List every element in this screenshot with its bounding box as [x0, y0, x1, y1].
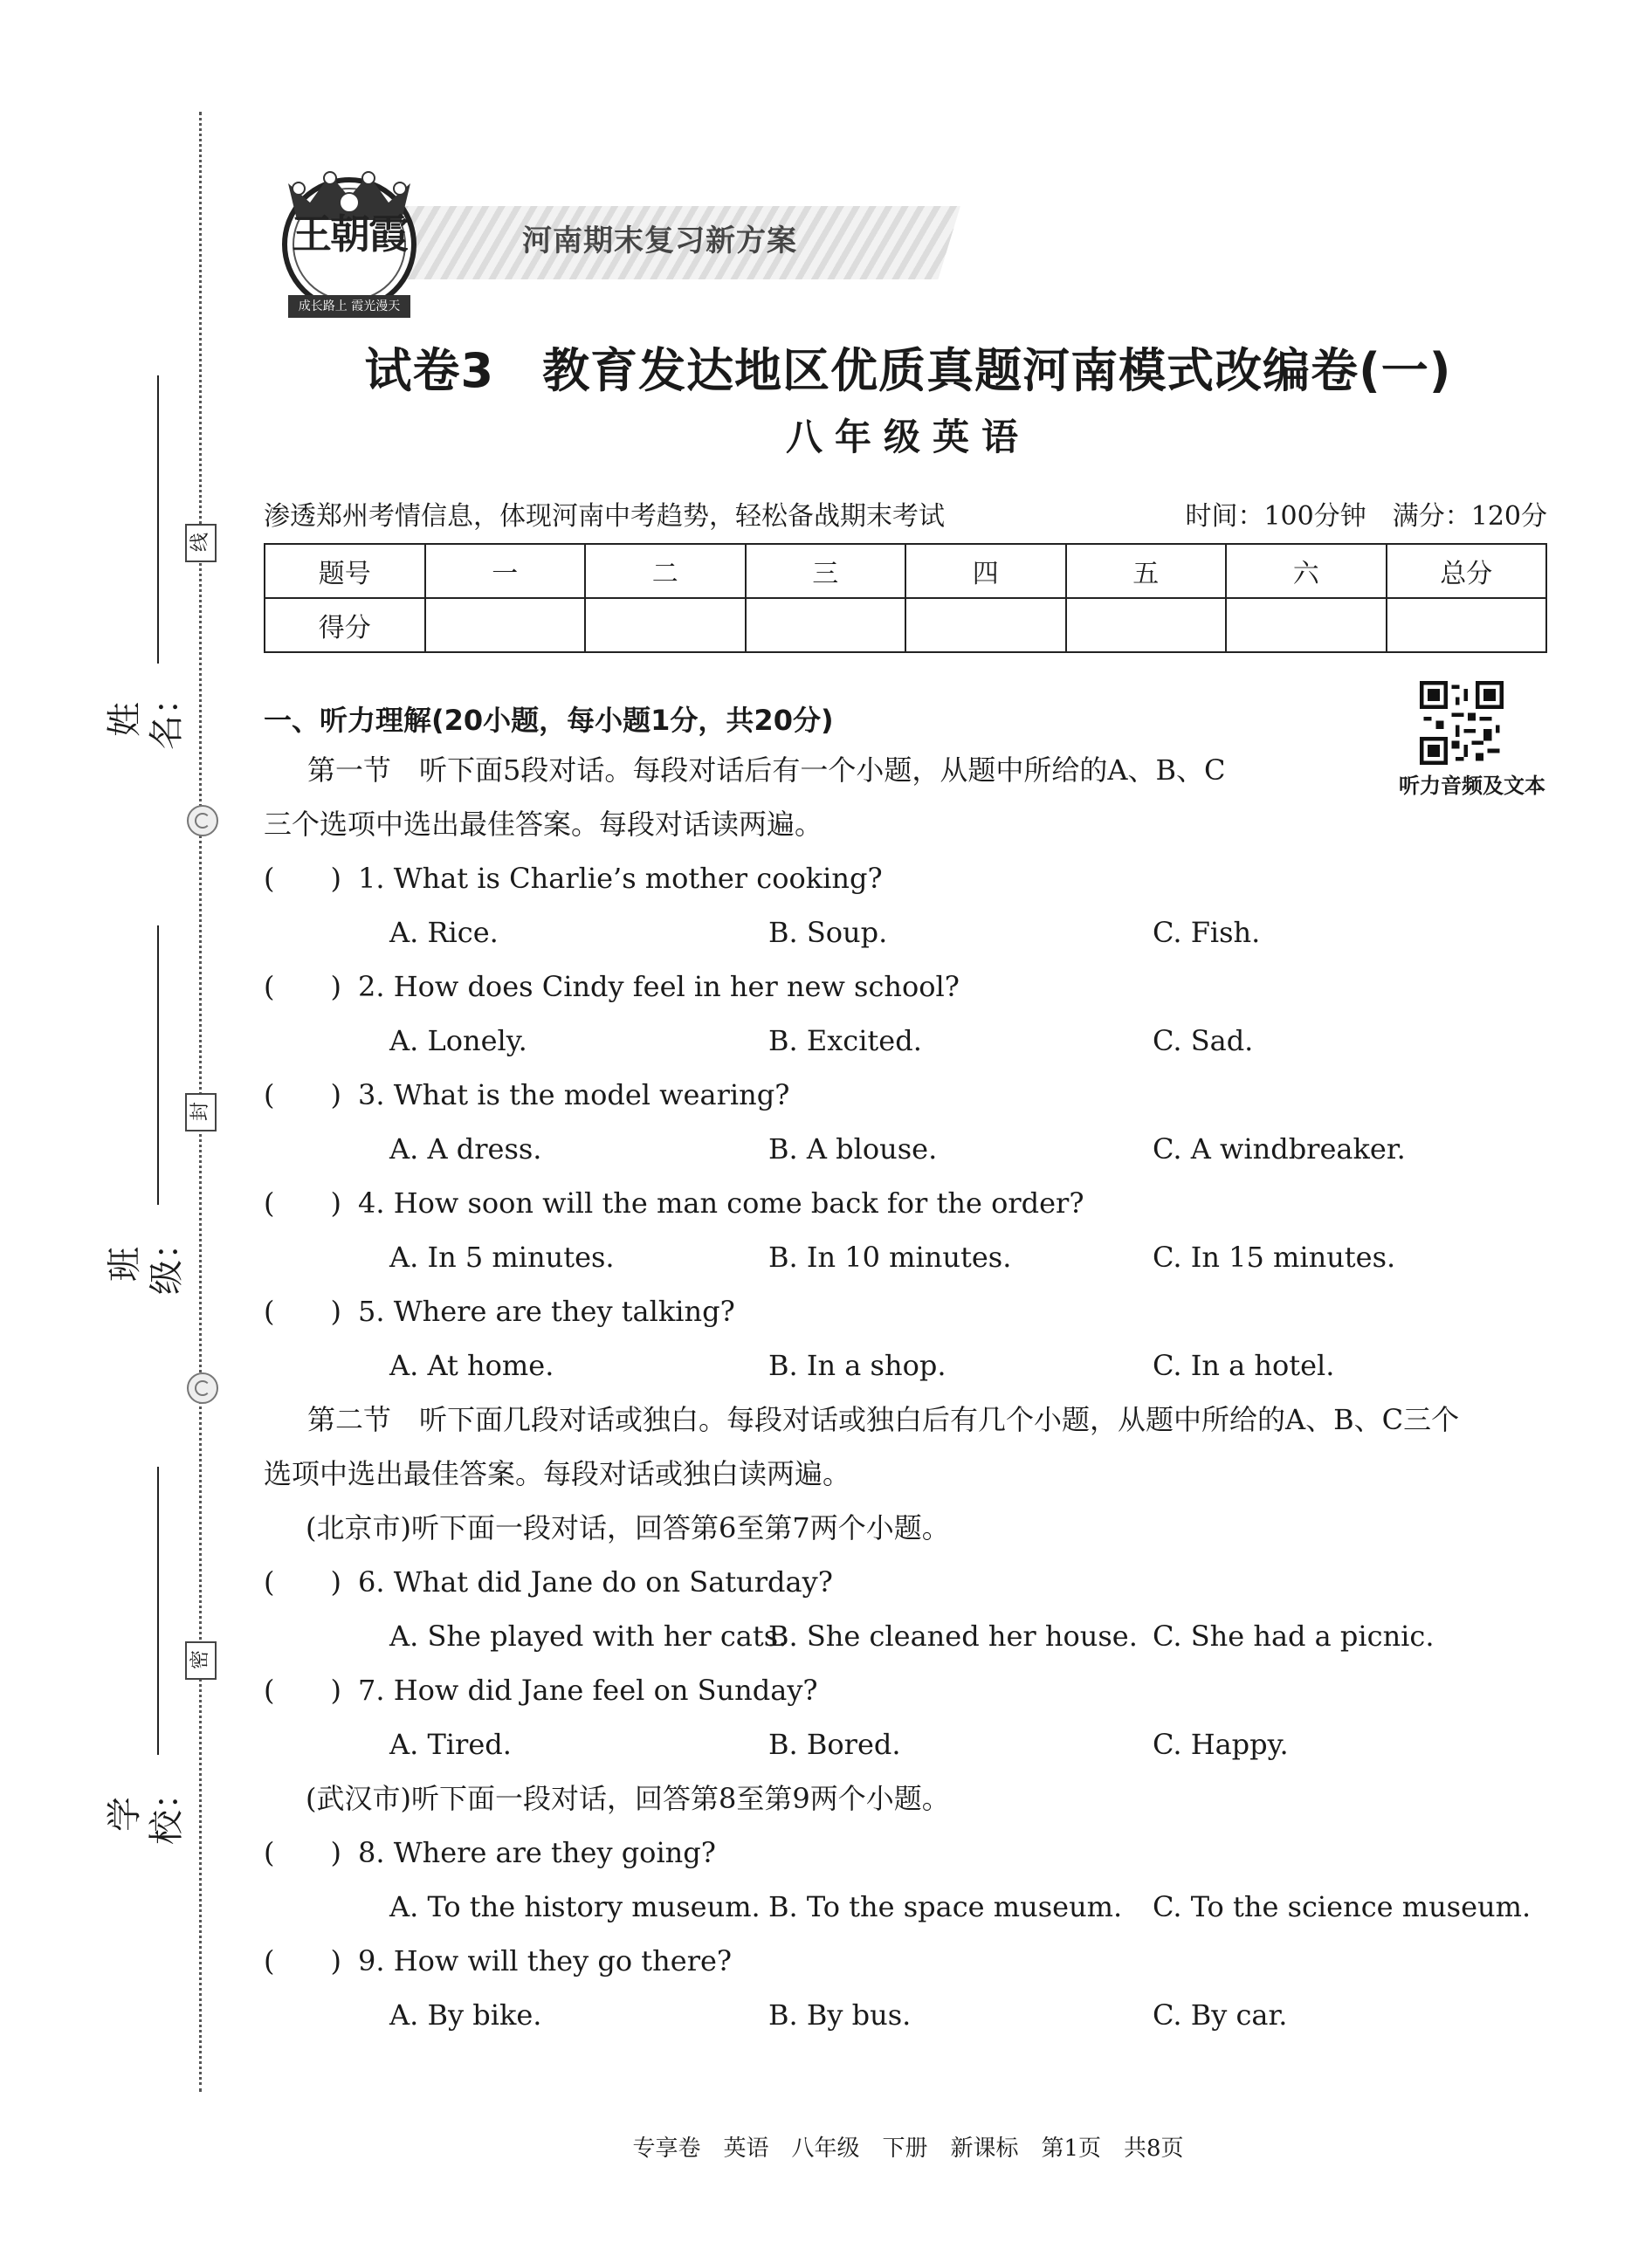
question-text: 8. Where are they going? [358, 1836, 716, 1869]
question-6 [264, 1565, 833, 1599]
option-a: A. To the history museum. [389, 1890, 761, 1923]
question-1 [264, 861, 883, 896]
table-header-cell: 题号 [265, 544, 425, 598]
page-subtitle: 八年级英语 [785, 416, 1030, 458]
option-a: A. Lonely. [389, 1024, 527, 1057]
option-c: C. In 15 minutes. [1153, 1241, 1396, 1274]
option-c: C. By car. [1153, 1998, 1288, 2032]
table-header-cell: 一 [425, 544, 586, 598]
table-header-cell: 三 [746, 544, 906, 598]
score-table-header-row [265, 544, 1546, 598]
table-header-cell: 六 [1226, 544, 1387, 598]
option-a: A. In 5 minutes. [389, 1241, 615, 1274]
option-a: A. By bike. [389, 1998, 542, 2032]
option-c: C. In a hotel. [1153, 1349, 1335, 1382]
option-b: B. In a shop. [768, 1349, 946, 1382]
answer-blank[interactable]: ( ) [264, 1186, 341, 1220]
option-b: B. Excited. [768, 1024, 922, 1057]
page-title: 试卷3 教育发达地区优质真题河南模式改编卷(一) [364, 343, 1452, 398]
option-c: C. Happy. [1153, 1728, 1289, 1761]
option-c: C. Sad. [1153, 1024, 1254, 1057]
swirl-ornament [187, 805, 218, 836]
question-text: 9. How will they go there? [358, 1944, 733, 1977]
option-c: C. To the science museum. [1153, 1890, 1532, 1923]
logo-slogan: 成长路上 霞光漫天 [288, 295, 410, 318]
qr-code-icon[interactable] [1420, 681, 1504, 765]
score-cell[interactable] [585, 598, 746, 652]
question-text: 5. Where are they talking? [358, 1295, 735, 1328]
answer-blank[interactable]: ( ) [264, 1674, 341, 1707]
score-cell[interactable] [905, 598, 1066, 652]
dialogue-note: (北京市)听下面一段对话，回答第6至第7两个小题。 [306, 1511, 950, 1544]
part2-instruction: 第二节 听下面几段对话或独白。每段对话或独白后有几个小题，从题中所给的A、B、C三个 [307, 1403, 1460, 1436]
question-text: 3. What is the model wearing? [358, 1078, 790, 1111]
option-b: B. Bored. [768, 1728, 901, 1761]
score-cell[interactable] [1226, 598, 1387, 652]
option-b: B. By bus. [768, 1998, 912, 2032]
question-text: 1. What is Charlie’s mother cooking? [358, 862, 883, 895]
section-heading: 一、听力理解(20小题，每小题1分，共20分) [264, 704, 834, 737]
table-header-cell: 二 [585, 544, 746, 598]
name-label: 姓名： [105, 680, 187, 750]
score-cell[interactable] [425, 598, 586, 652]
answer-blank[interactable]: ( ) [264, 1295, 341, 1328]
answer-blank[interactable]: ( ) [264, 1078, 341, 1111]
option-a: A. A dress. [389, 1132, 542, 1166]
score-cell[interactable] [1387, 598, 1547, 652]
answer-blank[interactable]: ( ) [264, 1836, 341, 1869]
option-b: B. In 10 minutes. [768, 1241, 1012, 1274]
question-4 [264, 1186, 1084, 1221]
score-cell[interactable] [746, 598, 906, 652]
option-a: A. Rice. [389, 916, 499, 949]
part2-instruction: 选项中选出最佳答案。每段对话或独白读两遍。 [264, 1457, 851, 1490]
question-7 [264, 1673, 818, 1708]
option-a: A. She played with her cats. [389, 1620, 788, 1653]
option-b: B. Soup. [768, 916, 888, 949]
page-footer: 专享卷 英语 八年级 下册 新课标 第1页 共8页 [632, 2136, 1184, 2162]
part1-instruction: 第一节 听下面5段对话。每段对话后有一个小题，从题中所给的A、B、C [307, 753, 1226, 787]
seal-char-line: 线 [185, 524, 217, 562]
seal-char-secret: 密 [185, 1641, 217, 1680]
score-cell[interactable] [1066, 598, 1227, 652]
option-a: A. Tired. [389, 1728, 512, 1761]
option-c: C. She had a picnic. [1153, 1620, 1435, 1653]
question-text: 7. How did Jane feel on Sunday? [358, 1674, 818, 1707]
option-b: B. To the space museum. [768, 1890, 1123, 1923]
question-5 [264, 1294, 735, 1329]
logo-name: 王朝霞 [292, 210, 407, 258]
question-text: 4. How soon will the man come back for the order? [358, 1186, 1084, 1220]
question-8 [264, 1835, 716, 1870]
question-text: 6. What did Jane do on Saturday? [358, 1565, 833, 1599]
school-underline [157, 1467, 159, 1755]
exam-time-info: 时间：100分钟 满分：120分 [1185, 501, 1547, 532]
answer-blank[interactable]: ( ) [264, 1565, 341, 1599]
qr-label: 听力音频及文本 [1399, 774, 1545, 798]
question-3 [264, 1077, 789, 1112]
name-underline [157, 375, 159, 664]
class-label: 班级： [105, 1225, 187, 1295]
class-underline [157, 925, 159, 1205]
table-header-cell: 五 [1066, 544, 1227, 598]
option-b: B. A blouse. [768, 1132, 938, 1166]
score-table [264, 543, 1547, 653]
exam-tagline: 渗透郑州考情信息，体现河南中考趋势，轻松备战期末考试 [264, 501, 945, 532]
school-label: 学校： [105, 1775, 187, 1845]
option-c: C. A windbreaker. [1153, 1132, 1406, 1166]
answer-blank[interactable]: ( ) [264, 1944, 341, 1977]
question-2 [264, 969, 960, 1004]
question-text: 2. How does Cindy feel in her new school? [358, 970, 960, 1003]
score-table-score-row [265, 598, 1546, 652]
part1-instruction: 三个选项中选出最佳答案。每段对话读两遍。 [264, 808, 823, 841]
answer-blank[interactable]: ( ) [264, 862, 341, 895]
option-c: C. Fish. [1153, 916, 1261, 949]
table-header-cell: 总分 [1387, 544, 1547, 598]
header-banner-text: 河南期末复习新方案 [522, 224, 797, 258]
seal-char-seal: 封 [185, 1093, 217, 1131]
answer-blank[interactable]: ( ) [264, 970, 341, 1003]
dialogue-note: (武汉市)听下面一段对话，回答第8至第9两个小题。 [306, 1782, 950, 1815]
option-a: A. At home. [389, 1349, 554, 1382]
table-header-cell: 四 [905, 544, 1066, 598]
swirl-ornament [187, 1372, 218, 1404]
option-b: B. She cleaned her house. [768, 1620, 1138, 1653]
score-row-label: 得分 [265, 598, 425, 652]
question-9 [264, 1943, 732, 1978]
